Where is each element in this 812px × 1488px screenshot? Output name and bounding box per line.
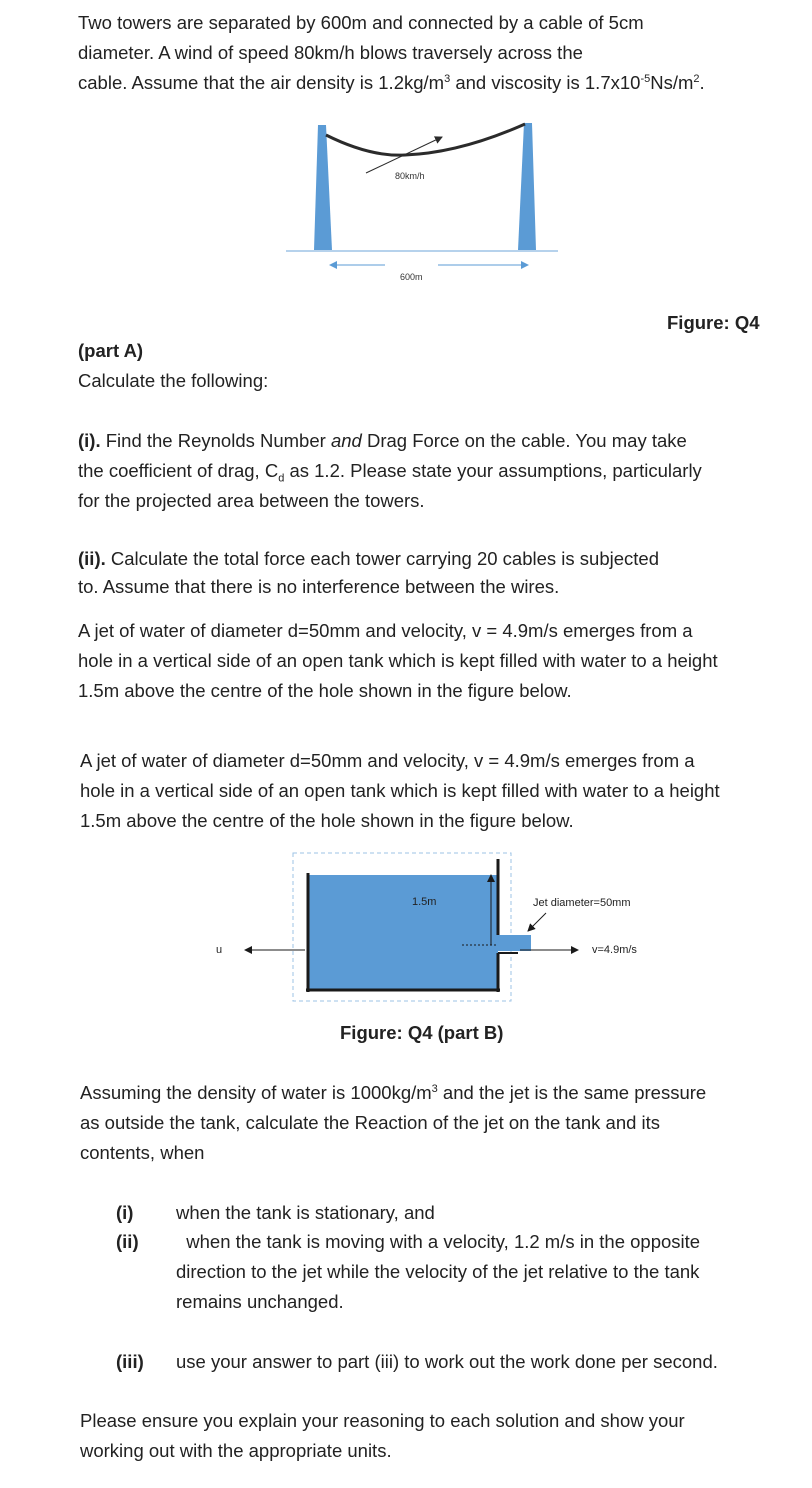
jet-paragraph-1-line-2: hole in a vertical side of an open tank which is kept filled with water to a height — [78, 650, 718, 671]
jet-paragraph-1-line-3: 1.5m above the centre of the hole shown in the figure below. — [78, 680, 572, 701]
closing-line-1: Please ensure you explain your reasoning to each solution and show your — [80, 1410, 685, 1431]
question-a-i-line-3: for the projected area between the towers. — [78, 490, 425, 511]
item-i-number: (i) — [116, 1202, 134, 1223]
jet-diameter-pointer — [528, 913, 546, 931]
question-a-ii-line-2: to. Assume that there is no interference between the wires. — [78, 576, 560, 597]
item-ii-number: (ii) — [116, 1231, 139, 1252]
jet-paragraph-2-line-2: hole in a vertical side of an open tank which is kept filled with water to a height — [80, 780, 720, 801]
question-a-i-line-1: (i). Find the Reynolds Number and Drag Force on the cable. You may take — [78, 430, 687, 451]
item-ii-line-3: remains unchanged. — [176, 1291, 344, 1312]
item-iii-text: use your answer to part (iii) to work out the work done per second. — [176, 1351, 718, 1372]
jet-diameter-label: Jet diameter=50mm — [533, 897, 631, 909]
closing-line-2: working out with the appropriate units. — [80, 1440, 392, 1461]
part-a-heading: (part A) — [78, 340, 144, 361]
intro-line-3: cable. Assume that the air density is $1.2kg/m^3$ and viscosity is $1.7x10^{-5}Ns/m^2$. — [78, 72, 705, 93]
wind-arrow — [366, 137, 442, 173]
item-ii-line-2: direction to the jet while the velocity of the jet relative to the tank — [176, 1261, 700, 1282]
left-tower — [314, 125, 332, 250]
question-a-i-line-2: the coefficient of drag, $C_d$ as 1.2. Please state your assumptions, particularly — [78, 460, 702, 485]
span-label: 600m — [400, 272, 423, 282]
right-tower — [518, 123, 536, 250]
part-b-line-2: as outside the tank, calculate the Reaction of the jet on the tank and its — [80, 1112, 661, 1133]
question-a-ii-line-1: (ii). Calculate the total force each tower carrying 20 cables is subjected — [78, 548, 659, 569]
item-i-text: when the tank is stationary, and — [176, 1202, 435, 1223]
wind-label: 80km/h — [395, 171, 425, 181]
item-iii-number: (iii) — [116, 1351, 144, 1372]
intro-line-2: diameter. A wind of speed 80km/h blows traversely across the — [78, 42, 583, 63]
figure-q4-part-b-caption: Figure: Q4 (part B) — [340, 1022, 504, 1043]
cable — [326, 124, 525, 155]
tank-figure — [200, 845, 670, 1015]
part-b-line-3: contents, when — [80, 1142, 205, 1163]
jet-paragraph-1-line-1: A jet of water of diameter d=50mm and velocity, v = 4.9m/s emerges from a — [78, 620, 693, 641]
water-body — [308, 875, 498, 990]
jet-nozzle — [498, 935, 531, 951]
height-label: 1.5m — [412, 896, 437, 908]
part-a-lead: Calculate the following: — [78, 370, 269, 391]
u-label: u — [216, 944, 223, 956]
jet-paragraph-2-line-3: 1.5m above the centre of the hole shown in the figure below. — [80, 810, 574, 831]
intro-line-1: Two towers are separated by 600m and connected by a cable of 5cm — [78, 12, 644, 33]
towers-cable-figure — [280, 115, 570, 290]
figure-q4-caption: Figure: Q4 — [667, 312, 760, 333]
item-ii-text: when the tank is moving with a velocity, 1.2 m/s in the opposite — [176, 1231, 701, 1252]
part-b-line-1: Assuming the density of water is $1000kg/m^3$ and the jet is the same pressure — [80, 1082, 707, 1103]
jet-paragraph-2-line-1: A jet of water of diameter d=50mm and velocity, v = 4.9m/s emerges from a — [80, 750, 695, 771]
velocity-label: v=4.9m/s — [592, 944, 637, 956]
